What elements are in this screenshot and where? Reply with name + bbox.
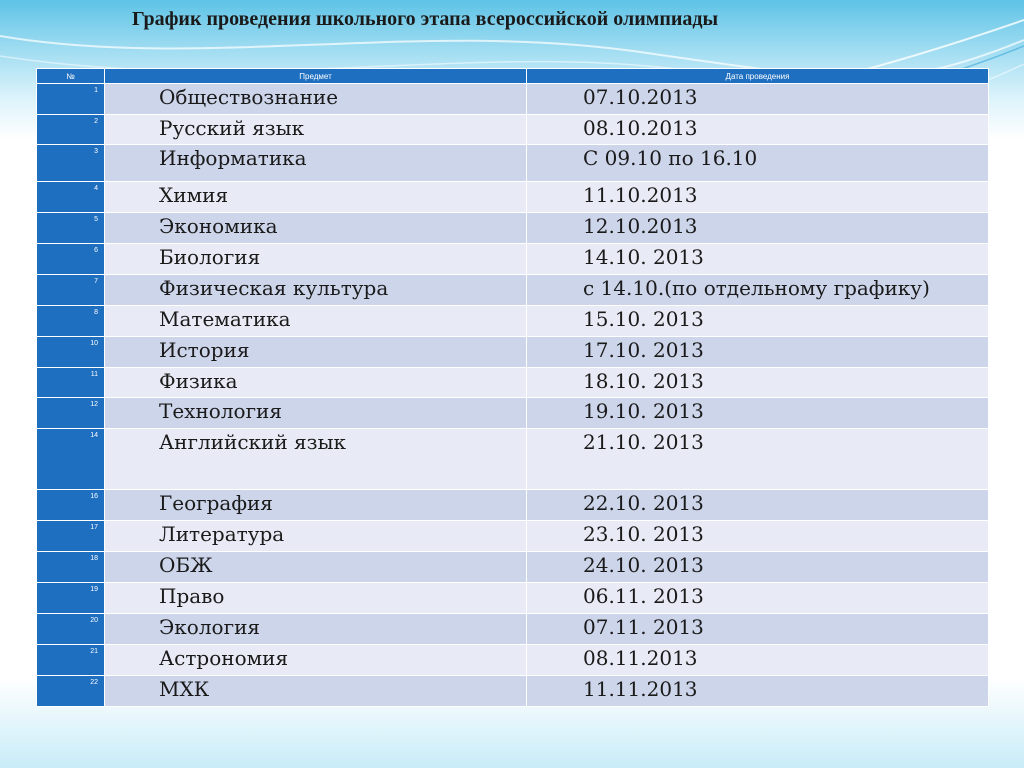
subject-cell: Экономика [105,213,527,244]
date-cell: 18.10. 2013 [527,368,989,398]
column-header-date: Дата проведения [527,69,989,84]
row-number: 20 [37,614,105,645]
table-row [37,490,989,521]
subject-cell: Право [105,583,527,614]
row-number: 10 [37,337,105,368]
table-row [37,583,989,614]
row-number: 11 [37,368,105,398]
table-row [37,275,989,306]
column-header-subject: Предмет [105,69,527,84]
table-row [37,145,989,182]
table-row [37,84,989,115]
row-number: 19 [37,583,105,614]
subject-cell: Биология [105,244,527,275]
subject-cell: Физическая культура [105,275,527,306]
subject-cell: Обществознание [105,84,527,115]
table-row [37,337,989,368]
subject-cell: Технология [105,398,527,429]
subject-cell: Английский язык [105,429,527,490]
date-cell: 23.10. 2013 [527,521,989,552]
subject-cell: МХК [105,676,527,707]
date-cell: с 14.10.(по отдельному графику) [527,275,989,306]
date-cell: 07.10.2013 [527,84,989,115]
date-cell: С 09.10 по 16.10 [527,145,989,182]
row-number: 18 [37,552,105,583]
subject-cell: Литература [105,521,527,552]
table-row [37,645,989,676]
row-number: 2 [37,115,105,145]
date-cell: 06.11. 2013 [527,583,989,614]
date-cell: 11.11.2013 [527,676,989,707]
row-number: 3 [37,145,105,182]
table-row [37,614,989,645]
subject-cell: География [105,490,527,521]
table-row [37,306,989,337]
row-number: 21 [37,645,105,676]
date-cell: 21.10. 2013 [527,429,989,490]
subject-cell: Физика [105,368,527,398]
header-row [37,69,989,84]
date-cell: 15.10. 2013 [527,306,989,337]
date-cell: 11.10.2013 [527,182,989,213]
column-header-number: № [37,69,105,84]
date-cell: 07.11. 2013 [527,614,989,645]
subject-cell: Астрономия [105,645,527,676]
row-number: 8 [37,306,105,337]
date-cell: 19.10. 2013 [527,398,989,429]
row-number: 12 [37,398,105,429]
subject-cell: Химия [105,182,527,213]
subject-cell: История [105,337,527,368]
date-cell: 08.10.2013 [527,115,989,145]
date-cell: 08.11.2013 [527,645,989,676]
table-row [37,368,989,398]
table-row [37,115,989,145]
row-number: 17 [37,521,105,552]
date-cell: 24.10. 2013 [527,552,989,583]
row-number: 7 [37,275,105,306]
row-number: 16 [37,490,105,521]
schedule-table [36,68,989,707]
table-row [37,244,989,275]
table-row [37,552,989,583]
row-number: 5 [37,213,105,244]
row-number: 6 [37,244,105,275]
date-cell: 14.10. 2013 [527,244,989,275]
date-cell: 12.10.2013 [527,213,989,244]
page-title: График проведения школьного этапа всероссийской олимпиады [132,8,719,30]
row-number: 22 [37,676,105,707]
date-cell: 22.10. 2013 [527,490,989,521]
row-number: 14 [37,429,105,490]
table-row [37,213,989,244]
subject-cell: Экология [105,614,527,645]
table-row [37,398,989,429]
date-cell: 17.10. 2013 [527,337,989,368]
subject-cell: ОБЖ [105,552,527,583]
row-number: 1 [37,84,105,115]
row-number: 4 [37,182,105,213]
subject-cell: Информатика [105,145,527,182]
subject-cell: Математика [105,306,527,337]
subject-cell: Русский язык [105,115,527,145]
table-row [37,676,989,707]
table-row [37,182,989,213]
table-row [37,429,989,490]
table-row [37,521,989,552]
